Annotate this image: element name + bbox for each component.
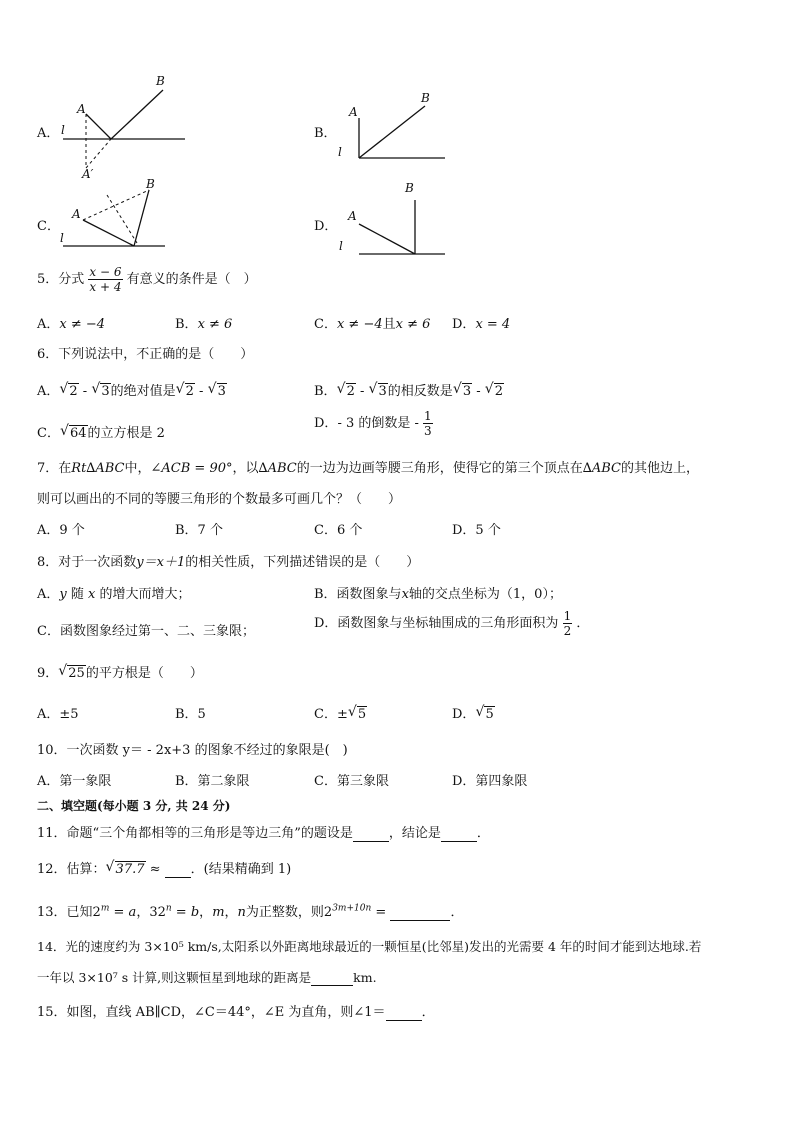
q9-option-c: C．± √ 5 [314, 704, 367, 722]
q8-option-c: C．函数图象经过第一、二、三象限； [37, 624, 255, 639]
q12: 12．估算： √ 37.7 ≈ ．(结果精确到 1) [37, 859, 292, 877]
fig-c-diagram [55, 174, 185, 252]
q6-option-d: D．- 3 的倒数是 - $\frac{1}{3}$ [314, 409, 432, 438]
fig-a-point-a-prime: A′ [82, 167, 94, 181]
q6-stem: 6．下列说法中，不正确的是（ ） [37, 347, 254, 362]
q14-line1: 14．光的速度约为 3×10⁵ km/s,太阳系以外距离地球最近的一颗恒星(比邻星)发出的光需要 4 年的时间才能到达地球.若 [37, 939, 702, 954]
q7-option-b: B．7 个 [175, 523, 223, 538]
q9-option-a: A．±5 [37, 707, 79, 722]
q10-option-d: D．第四象限 [452, 774, 528, 789]
fig-d-diagram [335, 178, 455, 258]
fig-b-point-a: A [349, 105, 358, 119]
q5-option-c: C．x ≠ −4且x ≠ 6 [314, 317, 431, 332]
q11-blank-2[interactable] [441, 826, 477, 842]
q10-option-a: A．第一象限 [37, 774, 112, 789]
q10-option-b: B．第二象限 [175, 774, 250, 789]
q5-fraction: $\frac{x - 6}{x + 4}$ [89, 265, 122, 294]
q12-blank[interactable] [165, 862, 191, 878]
q8-stem: 8．对于一次函数y＝x＋1的相关性质，下列描述错误的是（ ） [37, 555, 420, 570]
q10-option-c: C．第三象限 [314, 774, 389, 789]
fig-option-a-label: A． [37, 126, 60, 141]
q6-option-a: A． √ 2 - √ 3的绝对值是 √ 2 - √ 3 [37, 381, 226, 399]
fig-c-point-a: A [72, 207, 81, 221]
q14-blank[interactable] [311, 970, 353, 986]
q5-option-d: D．x = 4 [452, 317, 511, 332]
q5-option-a: A．x ≠ −4 [37, 317, 106, 332]
q7-option-a: A．9 个 [37, 523, 85, 538]
q11-blank-1[interactable] [353, 826, 389, 842]
fig-a-diagram [55, 72, 195, 182]
q7-stem-line2: 则可以画出的不同的等腰三角形的个数最多可画几个？（ ） [37, 492, 402, 507]
q6-option-b: B． √ 2 - √ 3的相反数是 √ 3 - √ 2 [314, 381, 504, 399]
q15: 15．如图，直线 AB∥CD，∠C＝44°，∠E 为直角，则∠1＝ ． [37, 1005, 435, 1020]
q7-option-d: D．5 个 [452, 523, 501, 538]
fig-b-point-b: B [421, 91, 430, 105]
fig-option-b-label: B． [314, 126, 337, 141]
q8-option-b: B．函数图象与x轴的交点坐标为（1，0）； [314, 587, 562, 602]
fig-a-line-l: l [61, 123, 65, 137]
q5-option-b: B．x ≠ 6 [175, 317, 233, 332]
q10-stem: 10．一次函数 y＝ - 2x+3 的图象不经过的象限是( ) [37, 743, 348, 758]
q7-option-c: C．6 个 [314, 523, 363, 538]
fig-c-line-l: l [60, 231, 64, 245]
q13-blank[interactable] [390, 905, 450, 921]
fig-a-point-b: B [156, 74, 165, 88]
fig-d-line-l: l [339, 239, 343, 253]
q5-stem: 5．分式 $\frac{x - 6}{x + 4}$ 有意义的条件是（ ） [37, 265, 257, 294]
q8-option-d: D．函数图象与坐标轴围成的三角形面积为 $\frac{1}{2}$ ． [314, 609, 590, 638]
fig-b-diagram [335, 88, 455, 166]
q6-option-c: C． √ 64的立方根是 2 [37, 423, 165, 441]
fig-d-point-b: B [405, 181, 414, 195]
q9-option-b: B．5 [175, 707, 206, 722]
q8-option-a: A．y 随 x 的增大而增大； [37, 587, 191, 602]
fig-option-c-label: C． [37, 219, 60, 234]
q9-stem: 9． √ 25的平方根是（ ） [37, 663, 203, 681]
fig-c-point-b: B [146, 177, 155, 191]
fig-option-d-label: D． [314, 219, 338, 234]
section-fill-in-title: 二、填空题(每小题 3 分, 共 24 分) [37, 799, 231, 813]
q13: 13．已知$2^m = a$，$32^n = b$，m，n为正整数，则$2^{3m+10n}$ = ． [37, 903, 464, 920]
q15-blank[interactable] [386, 1005, 422, 1021]
fig-d-point-a: A [348, 209, 357, 223]
fig-b-line-l: l [338, 145, 342, 159]
q11: 11．命题“三个角都相等的三角形是等边三角”的题设是 ，结论是 ． [37, 826, 490, 841]
q14-line2: 一年以 3×10⁷ s 计算,则这颗恒星到地球的距离是 km. [37, 970, 377, 985]
q7-stem-line1: 7．在Rt∆ABC中，∠ACB = 90°，以∆ABC的一边为边画等腰三角形，使得它的第三个顶点在∆ABC的其他边上， [37, 461, 699, 476]
q9-option-d: D． √ 5 [452, 704, 494, 722]
fig-a-point-a: A [77, 102, 86, 116]
